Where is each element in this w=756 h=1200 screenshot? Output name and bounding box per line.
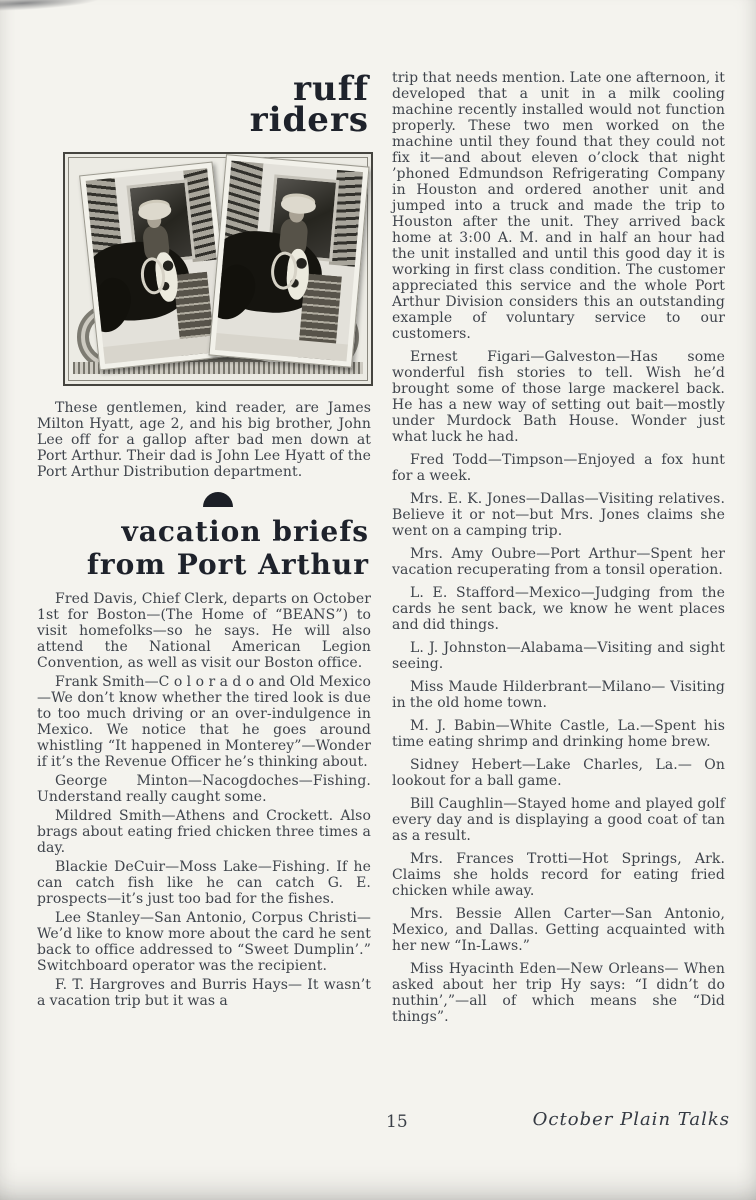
paragraph-fred-davis: Fred Davis, Chief Clerk, departs on October 1st for Boston—(The Home of “BEANS”) to visit homefolks—so he says. He will also attend the National American Legion Convention, as well as visit our Boston office. bbox=[37, 591, 371, 671]
photo-left-scene bbox=[86, 168, 227, 364]
paragraph-amy-oubre: Mrs. Amy Oubre—Port Arthur—Spent her vacation recuperating from a tonsil operation. bbox=[392, 546, 725, 578]
paragraph-ernest-figari: Ernest Figari—Galveston—Has some wonderful fish stories to tell. Wish he’d brought some of those large mackerel back. He has a new way of setting out bait—mostly under Murdock Bath House. Wonder just what luck he had. bbox=[392, 349, 725, 445]
paragraph-sidney-hebert: Sidney Hebert—Lake Charles, La.— On lookout for a ball game. bbox=[392, 757, 725, 789]
paragraph-lj-johnston: L. J. Johnston—Alabama—Visiting and sight seeing. bbox=[392, 640, 725, 672]
section-title-line-2: from Port Arthur bbox=[86, 548, 369, 581]
scan-smudge bbox=[0, 0, 100, 12]
paragraph-mildred-smith: Mildred Smith—Athens and Crockett. Also brags about eating fried chicken three times a day. bbox=[37, 808, 371, 856]
paragraph-george-minton: George Minton—Nacogdoches—Fishing. Understand really caught some. bbox=[37, 773, 371, 805]
publication-title: October Plain Talks bbox=[532, 1109, 730, 1130]
paragraph-le-stafford: L. E. Stafford—Mexico—Judging from the cards he sent back, we know he went places and did things. bbox=[392, 585, 725, 633]
left-column bbox=[37, 70, 371, 1012]
paragraph-hyacinth-eden: Miss Hyacinth Eden—New Orleans— When asked about her trip Hy says: “I didn’t do nuthin’,”—all of which means she “Did things”. bbox=[392, 961, 725, 1025]
photo-right-scene bbox=[215, 161, 363, 362]
page-number: 15 bbox=[386, 1112, 408, 1132]
cowboy-photos-plate bbox=[63, 152, 373, 386]
section-title-vacation-briefs bbox=[37, 515, 369, 581]
paragraph-frank-smith: Frank Smith—C o l o r a d o and Old Mexico—We don’t know whether the tired look is due to too much driving or an over-indulgence in Mexico. We notice that he goes around whistling “It happened in Monterey”—Wonder if it’s the Revenue Officer he’s thinking about. bbox=[37, 674, 371, 770]
right-column bbox=[392, 70, 725, 1032]
paragraph-hargroves-hays: F. T. Hargroves and Burris Hays— It wasn’t a vacation trip but it was a bbox=[37, 977, 371, 1009]
paragraph-bessie-carter: Mrs. Bessie Allen Carter—San Antonio, Mexico, and Dallas. Getting acquainted with her new “In-Laws.” bbox=[392, 906, 725, 954]
paragraph-fred-todd: Fred Todd—Timpson—Enjoyed a fox hunt for a week. bbox=[392, 452, 725, 484]
photo-caption: These gentlemen, kind reader, are James Milton Hyatt, age 2, and his big brother, John Lee off for a gallop after bad men down at Port Arthur. Their dad is John Lee Hyatt of the Port Arthur Distribution department. bbox=[37, 400, 371, 480]
paragraph-blackie-decuir: Blackie DeCuir—Moss Lake—Fishing. If he can catch fish like he can catch G. E. prospects—it’s just too bad for the fishes. bbox=[37, 859, 371, 907]
section-divider-ornament bbox=[203, 492, 233, 507]
paragraph-frances-trotti: Mrs. Frances Trotti—Hot Springs, Ark. Claims she holds record for eating fried chicken while away. bbox=[392, 851, 725, 899]
paragraph-lee-stanley: Lee Stanley—San Antonio, Corpus Christi—We’d like to know more about the card he sent back to office addressed to “Sweet Dumplin’.” Switchboard operator was the recipient. bbox=[37, 910, 371, 974]
photo-right-snapshot bbox=[208, 154, 369, 368]
paragraph-service-story: trip that needs mention. Late one afternoon, it developed that a unit in a milk cooling machine recently installed would not function properly. These two men worked on the machine until they found that they could not fix it—and about eleven o’clock that night ’phoned Edmundson Refrigerating Company in Houston and ordered another unit and jumped into a truck and made the trip to Houston after the unit. They arrived back home at 3:00 A. M. and in half an hour had the unit installed and until this good day it is working in first class condition. The customer appreciated this service and the whole Port Arthur Division considers this an outstanding example of voluntary service to our customers. bbox=[392, 70, 725, 342]
title-line-1: ruff bbox=[293, 69, 369, 109]
paragraph-bill-caughlin: Bill Caughlin—Stayed home and played golf every day and is displaying a good coat of tan as a result. bbox=[392, 796, 725, 844]
section-title-line-1: vacation briefs bbox=[121, 515, 369, 548]
paragraph-maude-hilderbrant: Miss Maude Hilderbrant—Milano— Visiting in the old home town. bbox=[392, 679, 725, 711]
paragraph-mj-babin: M. J. Babin—White Castle, La.—Spent his time eating shrimp and drinking home brew. bbox=[392, 718, 725, 750]
paragraph-mrs-jones: Mrs. E. K. Jones—Dallas—Visiting relatives. Believe it or not—but Mrs. Jones claims she went on a camping trip. bbox=[392, 491, 725, 539]
article-title-ruff-riders bbox=[37, 69, 369, 140]
title-line-2: riders bbox=[249, 100, 369, 140]
